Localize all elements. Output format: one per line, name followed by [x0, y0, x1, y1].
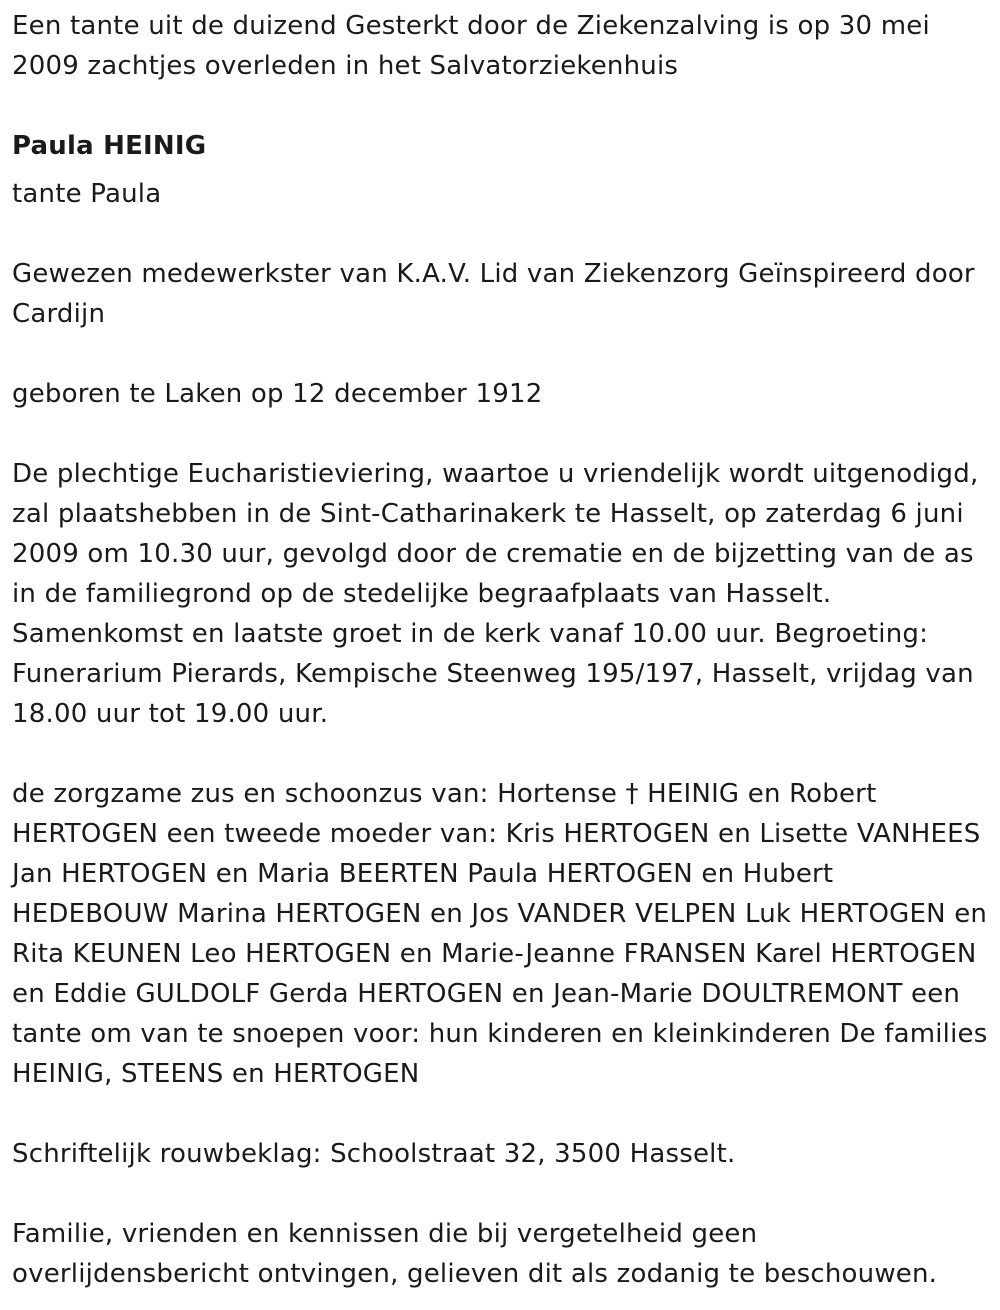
deceased-name: Paula HEINIG [12, 131, 207, 161]
birth-text: geboren te Laken op 12 december 1912 [12, 379, 543, 409]
ceremony-text: De plechtige Eucharistieviering, waartoe u vriendelijk wordt uitgenodigd, zal plaatshebben in de Sint-Catharinakerk te Hasselt, op zaterdag 6 juni 2009 om 10.30 uur, gevolgd door de crematie en de bijzetting van de as in de familiegrond op de stedelijke begraafplaats van Hasselt. Samenkomst en laatste groet in de kerk vanaf 10.00 uur. Begroeting: Funerarium Pierards, Kempische Steenweg 195/197, Hasselt, vrijdag van 18.00 uur tot 19.00 uur. [12, 459, 979, 729]
family-text [12, 774, 988, 1094]
nickname-text: tante Paula [12, 179, 162, 209]
intro-text: Een tante uit de duizend Gesterkt door de Ziekenzalving is op 30 mei 2009 zachtjes overleden in het Salvatorziekenhuis [12, 11, 930, 81]
cross-icon: † [625, 779, 639, 809]
closing-text: Familie, vrienden en kennissen die bij vergetelheid geen overlijdensbericht ontvingen, gelieven dit als zodanig te beschouwen. [12, 1219, 938, 1289]
family-text-rest: HEINIG en Robert HERTOGEN een tweede moeder van: Kris HERTOGEN en Lisette VANHEES Jan HERTOGEN en Maria BEERTEN Paula HERTOGEN en Hubert HEDEBOUW Marina HERTOGEN en Jos VANDER VELPEN Luk HERTOGEN en Rita KEUNEN Leo HERTOGEN en Marie-Jeanne FRANSEN Karel HERTOGEN en Eddie GULDOLF Gerda HERTOGEN en Jean-Marie DOULTREMONT een tante om van te snoepen voor: hun kinderen en kleinkinderen De families HEINIG, STEENS en HERTOGEN [12, 779, 988, 1089]
family-text-start: de zorgzame zus en schoonzus van: Hortense [12, 779, 626, 809]
condolences-text: Schriftelijk rouwbeklag: Schoolstraat 32, 3500 Hasselt. [12, 1139, 736, 1169]
occupation-text: Gewezen medewerkster van K.A.V. Lid van Ziekenzorg Geïnspireerd door Cardijn [12, 259, 975, 329]
